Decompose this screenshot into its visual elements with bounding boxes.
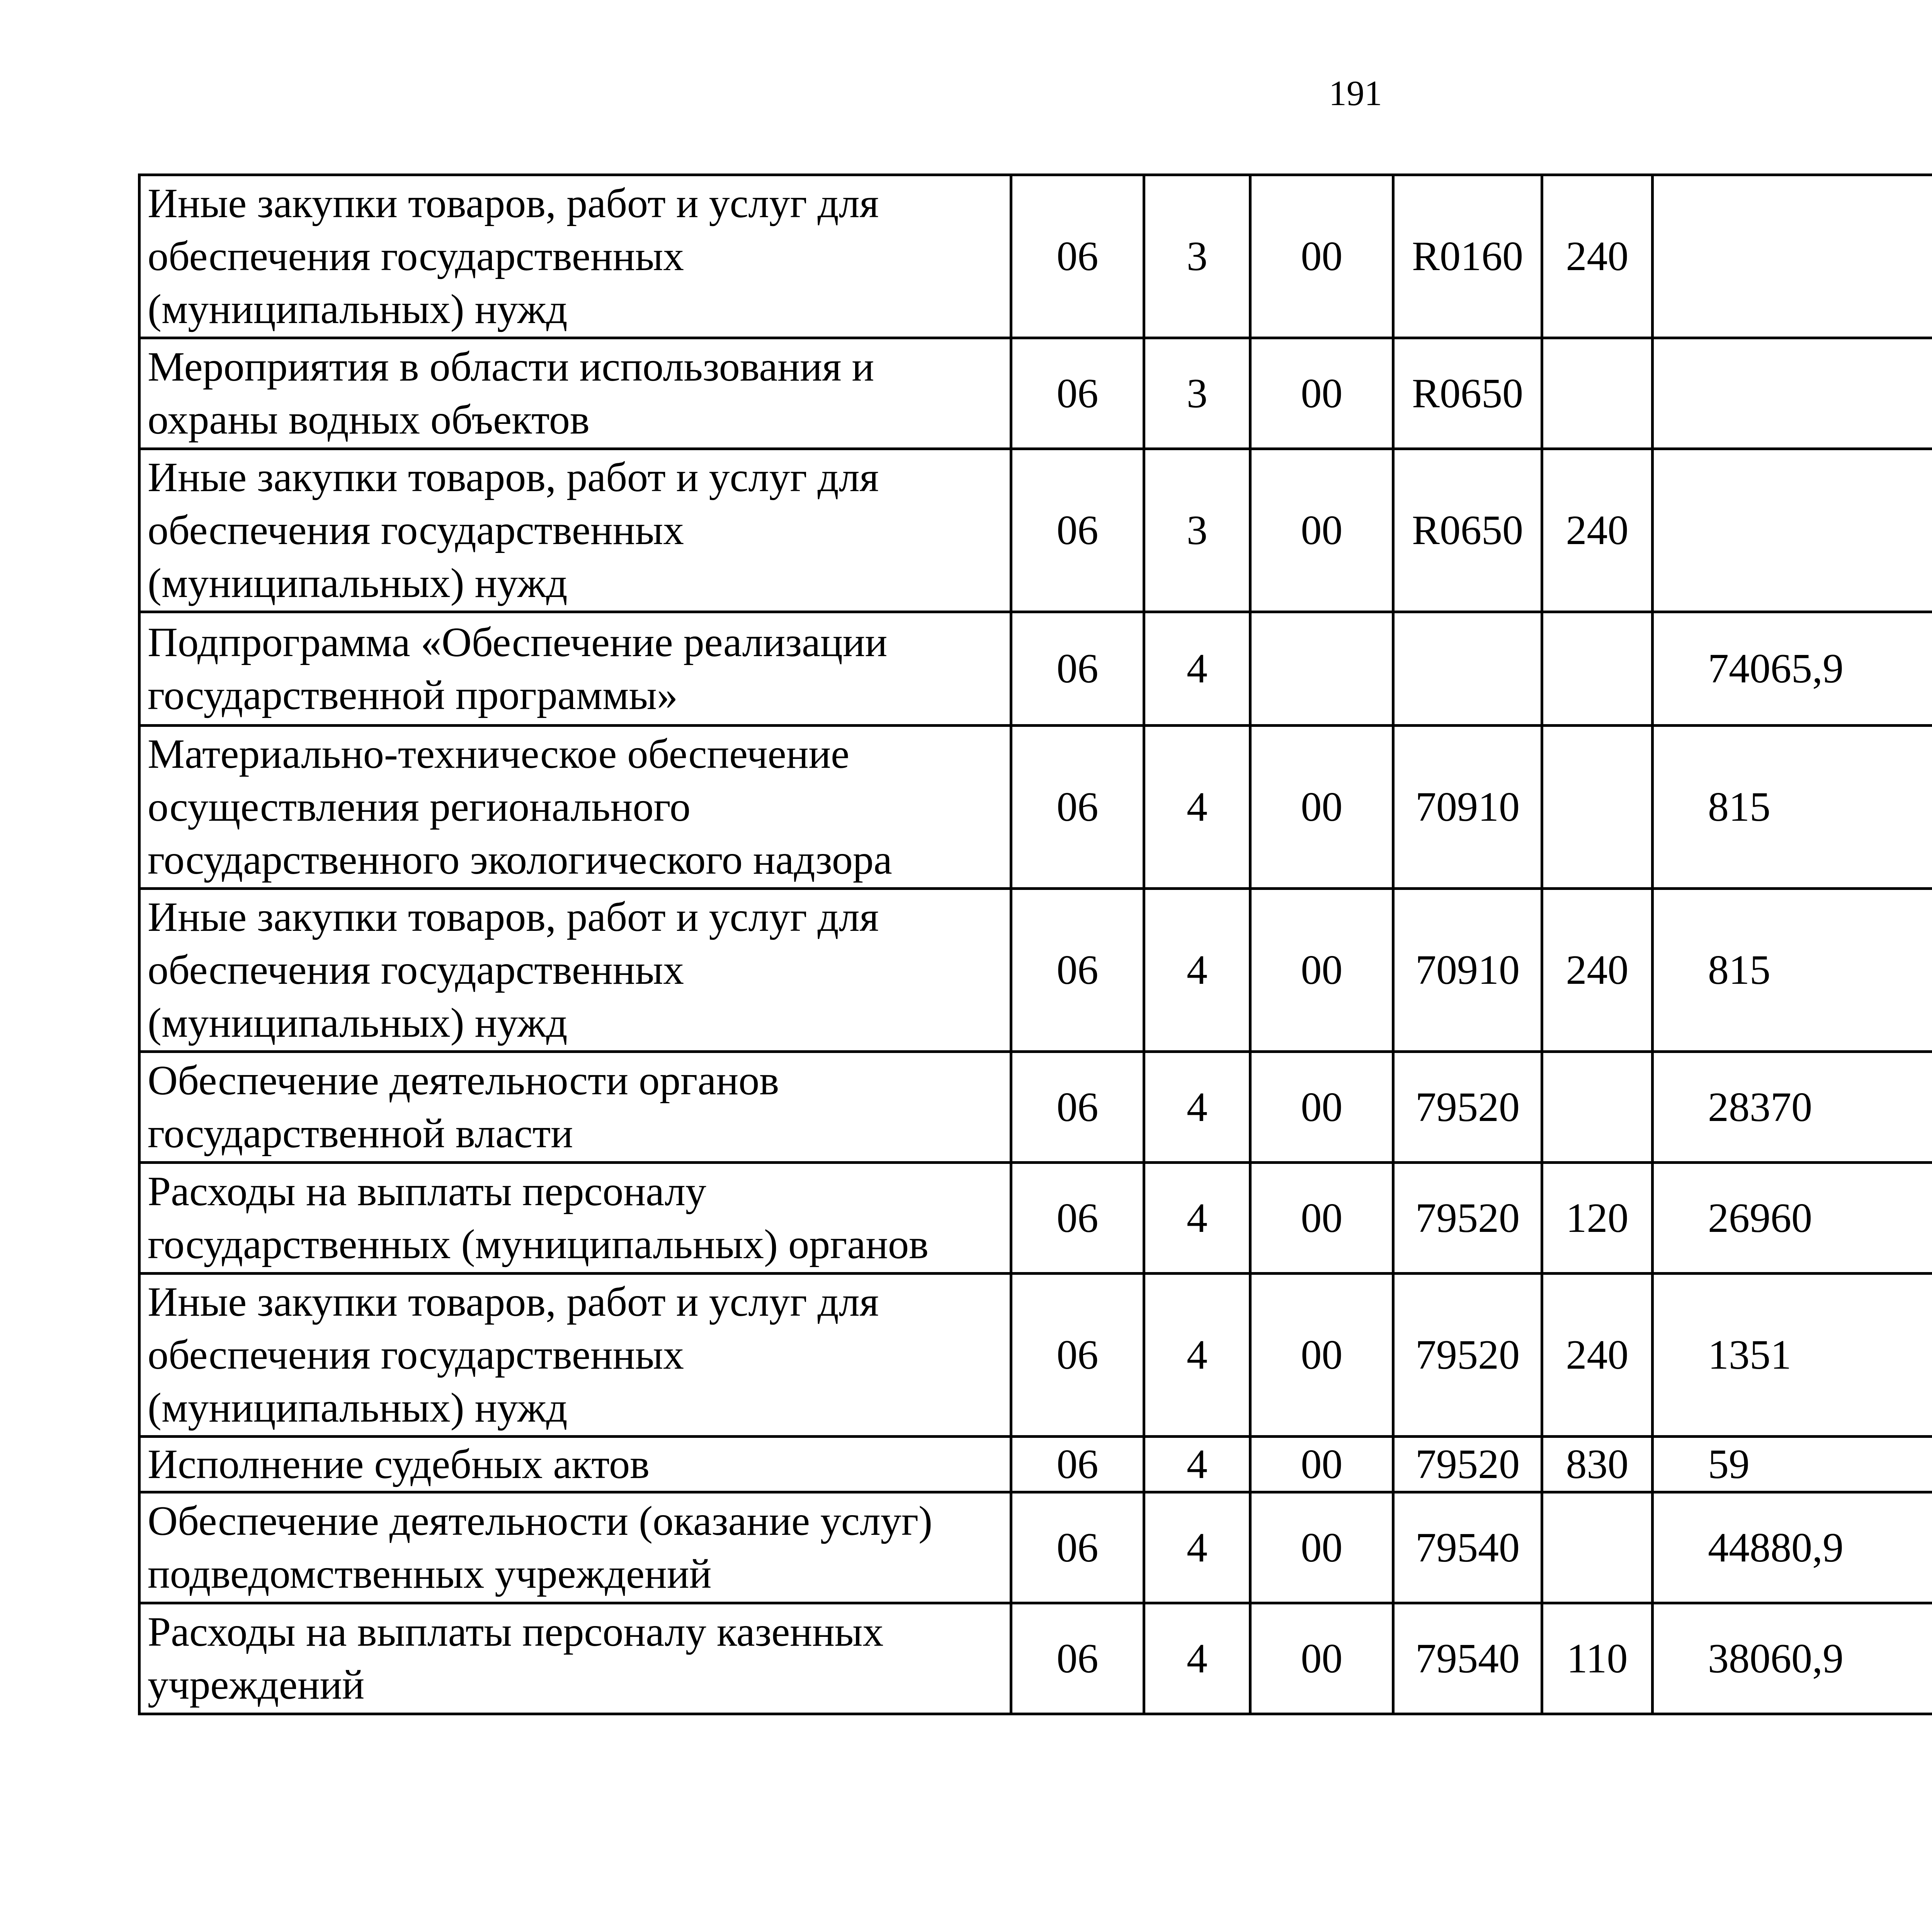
- expense-type-code: 120: [1542, 1163, 1653, 1274]
- row-description: Иные закупки товаров, работ и услуг для обеспечения государственных (муниципальных) нужд: [139, 889, 1011, 1052]
- amount-year-1: 44880,9: [1653, 1492, 1932, 1603]
- main-event-code: 00: [1250, 1603, 1393, 1714]
- amount-year-1: [1653, 338, 1932, 449]
- main-event-code: 00: [1250, 449, 1393, 612]
- expense-type-code: 240: [1542, 449, 1653, 612]
- expense-type-code: [1542, 612, 1653, 726]
- row-description: Расходы на выплаты персоналу государственных (муниципальных) органов: [139, 1163, 1011, 1274]
- subprogram-code: 4: [1144, 612, 1250, 726]
- main-event-code: 00: [1250, 338, 1393, 449]
- table-row: [139, 1603, 1932, 1714]
- table-row: [139, 449, 1932, 612]
- direction-code: 79540: [1393, 1492, 1542, 1603]
- table-row: [139, 612, 1932, 726]
- amount-year-1: 59: [1653, 1437, 1932, 1492]
- row-description: Иные закупки товаров, работ и услуг для обеспечения государственных (муниципальных) нужд: [139, 175, 1011, 338]
- row-description: Иные закупки товаров, работ и услуг для обеспечения государственных (муниципальных) нужд: [139, 1274, 1011, 1437]
- section-code: 06: [1011, 1274, 1144, 1437]
- expense-type-code: [1542, 1492, 1653, 1603]
- row-description: Исполнение судебных актов: [139, 1437, 1011, 1492]
- page-number: 191: [1329, 73, 1382, 113]
- amount-year-1: [1653, 175, 1932, 338]
- subprogram-code: 4: [1144, 1274, 1250, 1437]
- expense-type-code: [1542, 1052, 1653, 1163]
- expense-type-code: [1542, 726, 1653, 889]
- row-description: Материально-техническое обеспечение осуществления регионального государственного экологического надзора: [139, 726, 1011, 889]
- expense-type-code: 240: [1542, 889, 1653, 1052]
- amount-year-1: 815: [1653, 889, 1932, 1052]
- table-row: [139, 175, 1932, 338]
- direction-code: 79520: [1393, 1437, 1542, 1492]
- section-code: 06: [1011, 449, 1144, 612]
- main-event-code: 00: [1250, 1274, 1393, 1437]
- direction-code: R0160: [1393, 175, 1542, 338]
- subprogram-code: 3: [1144, 175, 1250, 338]
- table-row: [139, 1163, 1932, 1274]
- table-row: [139, 889, 1932, 1052]
- section-code: 06: [1011, 175, 1144, 338]
- direction-code: [1393, 612, 1542, 726]
- row-description: Расходы на выплаты персоналу казенных учреждений: [139, 1603, 1011, 1714]
- expense-type-code: [1542, 338, 1653, 449]
- section-code: 06: [1011, 1492, 1144, 1603]
- amount-year-1: [1653, 449, 1932, 612]
- direction-code: R0650: [1393, 449, 1542, 612]
- amount-year-1: 74065,9: [1653, 612, 1932, 726]
- main-event-code: 00: [1250, 1437, 1393, 1492]
- expense-type-code: 110: [1542, 1603, 1653, 1714]
- subprogram-code: 3: [1144, 449, 1250, 612]
- subprogram-code: 4: [1144, 1603, 1250, 1714]
- subprogram-code: 4: [1144, 1163, 1250, 1274]
- amount-year-1: 1351: [1653, 1274, 1932, 1437]
- expense-type-code: 240: [1542, 1274, 1653, 1437]
- row-description: Подпрограмма «Обеспечение реализации государственной программы»: [139, 612, 1011, 726]
- row-description: Иные закупки товаров, работ и услуг для обеспечения государственных (муниципальных) нужд: [139, 449, 1011, 612]
- subprogram-code: 4: [1144, 1492, 1250, 1603]
- direction-code: 70910: [1393, 889, 1542, 1052]
- budget-table: [138, 173, 1932, 1715]
- row-description: Мероприятия в области использования и охраны водных объектов: [139, 338, 1011, 449]
- section-code: 06: [1011, 612, 1144, 726]
- row-description: Обеспечение деятельности (оказание услуг) подведомственных учреждений: [139, 1492, 1011, 1603]
- table-row: [139, 338, 1932, 449]
- direction-code: 79540: [1393, 1603, 1542, 1714]
- section-code: 06: [1011, 726, 1144, 889]
- direction-code: 79520: [1393, 1274, 1542, 1437]
- main-event-code: 00: [1250, 1163, 1393, 1274]
- section-code: 06: [1011, 1163, 1144, 1274]
- subprogram-code: 4: [1144, 1052, 1250, 1163]
- section-code: 06: [1011, 1603, 1144, 1714]
- main-event-code: [1250, 612, 1393, 726]
- table-row: [139, 1274, 1932, 1437]
- table-row: [139, 1492, 1932, 1603]
- direction-code: R0650: [1393, 338, 1542, 449]
- amount-year-1: 28370: [1653, 1052, 1932, 1163]
- direction-code: 79520: [1393, 1163, 1542, 1274]
- main-event-code: 00: [1250, 889, 1393, 1052]
- direction-code: 79520: [1393, 1052, 1542, 1163]
- table-row: [139, 1052, 1932, 1163]
- row-description: Обеспечение деятельности органов государственной власти: [139, 1052, 1011, 1163]
- section-code: 06: [1011, 1052, 1144, 1163]
- table-row: [139, 1437, 1932, 1492]
- expense-type-code: 240: [1542, 175, 1653, 338]
- amount-year-1: 26960: [1653, 1163, 1932, 1274]
- main-event-code: 00: [1250, 175, 1393, 338]
- subprogram-code: 3: [1144, 338, 1250, 449]
- main-event-code: 00: [1250, 1492, 1393, 1603]
- subprogram-code: 4: [1144, 889, 1250, 1052]
- subprogram-code: 4: [1144, 1437, 1250, 1492]
- main-event-code: 00: [1250, 1052, 1393, 1163]
- section-code: 06: [1011, 338, 1144, 449]
- subprogram-code: 4: [1144, 726, 1250, 889]
- section-code: 06: [1011, 889, 1144, 1052]
- table-row: [139, 726, 1932, 889]
- direction-code: 70910: [1393, 726, 1542, 889]
- expense-type-code: 830: [1542, 1437, 1653, 1492]
- section-code: 06: [1011, 1437, 1144, 1492]
- amount-year-1: 38060,9: [1653, 1603, 1932, 1714]
- amount-year-1: 815: [1653, 726, 1932, 889]
- main-event-code: 00: [1250, 726, 1393, 889]
